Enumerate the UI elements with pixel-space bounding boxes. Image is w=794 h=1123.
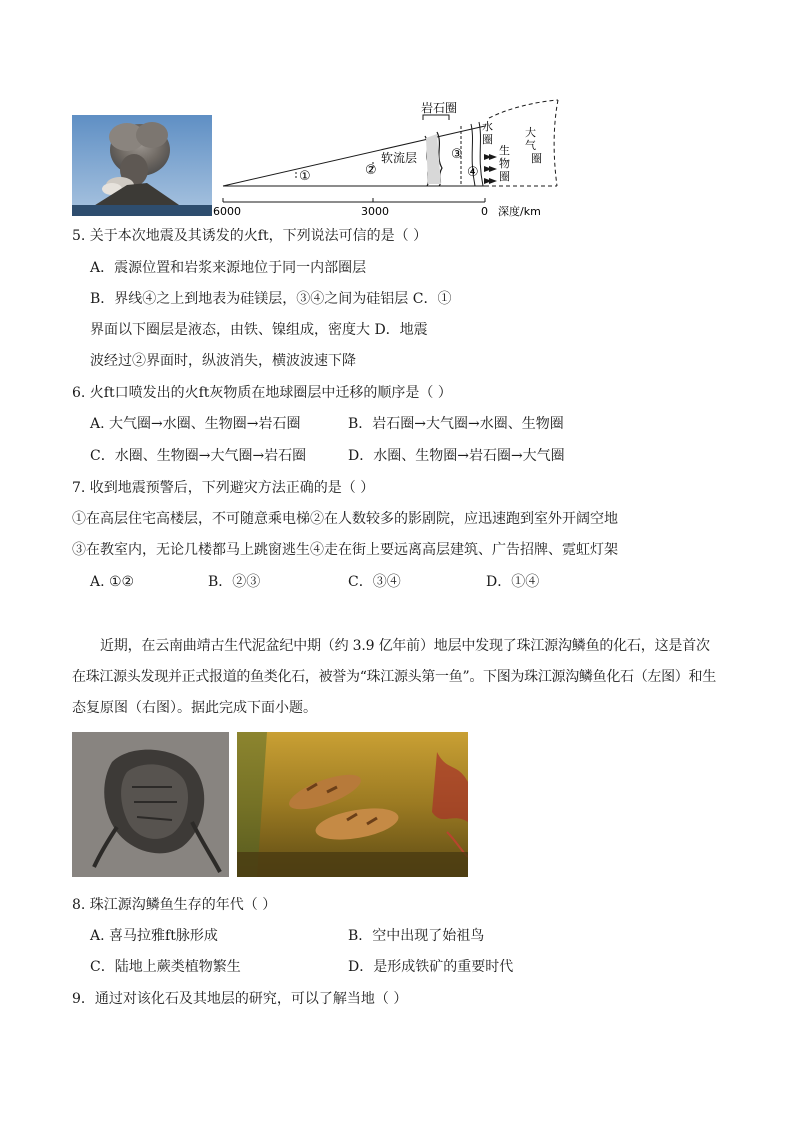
passage-line-2: 在珠江源头发现并正式报道的鱼类化石，被誉为“珠江源头第一鱼”。下图为珠江源沟鳞鱼化石（左图）和生 xyxy=(72,669,716,685)
label-hydrosphere-1: 水 xyxy=(482,120,493,133)
q8-option-c: C．陆地上蕨类植物繁生 xyxy=(90,959,241,975)
q8-option-a: A. 喜马拉雅ft脉形成 xyxy=(90,928,218,944)
q7-statements-2: ③在教室内，无论几楼都马上跳窗逃生④走在街上要远离高层建筑、广告招牌、霓虹灯架 xyxy=(72,542,618,558)
volcano-photo xyxy=(72,115,212,216)
q7-option-a: A. ①② xyxy=(90,574,135,590)
q5-stem: 5. 关于本次地震及其诱发的火ft，下列说法可信的是（ ） xyxy=(72,228,428,244)
q6-stem: 6. 火ft口喷发出的火ft灰物质在地球圈层中迁移的顺序是（ ） xyxy=(72,385,452,401)
label-layer-2: ② xyxy=(365,163,377,178)
q7-statements-1: ①在高层住宅高楼层，不可随意乘电梯②在人数较多的影剧院，应迅速跑到室外开阔空地 xyxy=(72,511,618,527)
passage-line-3: 态复原图（右图）。据此完成下面小题。 xyxy=(72,700,317,716)
tick-3000: 3000 xyxy=(361,205,389,218)
q8-option-d: D．是形成铁矿的重要时代 xyxy=(348,959,514,975)
label-atmosphere-2: 气 xyxy=(525,139,536,152)
passage-line-1: 近期，在云南曲靖古生代泥盆纪中期（约 3.9 亿年前）地层中发现了珠江源沟鳞鱼的化石，这是首次 xyxy=(100,638,710,654)
label-layer-4: ④ xyxy=(467,165,479,180)
q5-line-c: 界面以下圈层是液态，由铁、镍组成，密度大 D．地震 xyxy=(90,322,428,338)
label-biosphere-2: 物 xyxy=(499,157,510,170)
reconstruction-illustration xyxy=(237,732,468,877)
label-biosphere-3: 圈 xyxy=(499,170,510,183)
q7-stem: 7. 收到地震预警后，下列避灾方法正确的是（ ） xyxy=(72,480,375,496)
label-lithosphere: 岩石圈 xyxy=(421,101,458,115)
label-biosphere-1: 生 xyxy=(499,144,510,157)
q8-stem: 8. 珠江源沟鳞鱼生存的年代（ ） xyxy=(72,897,277,913)
q6-option-a: A. 大气圈→水圈、生物圈→岩石圈 xyxy=(90,416,301,432)
q7-option-d: D．①④ xyxy=(486,574,540,590)
q5-line-b: B．界线④之上到地表为硅镁层，③④之间为硅铝层 C．① xyxy=(90,291,452,307)
tick-0: 0 xyxy=(481,205,488,218)
earth-layers-diagram xyxy=(213,96,563,220)
label-layer-1: ① xyxy=(299,169,311,184)
label-atmosphere-3: 圈 xyxy=(531,152,542,165)
q5-line-a: A．震源位置和岩浆来源地位于同一内部圈层 xyxy=(90,260,367,276)
label-hydrosphere-2: 圈 xyxy=(482,133,493,146)
q7-option-b: B．②③ xyxy=(208,574,261,590)
tick-6000: 6000 xyxy=(213,205,241,218)
q6-option-b: B．岩石圈→大气圈→水圈、生物圈 xyxy=(348,416,564,432)
q8-option-b: B．空中出现了始祖鸟 xyxy=(348,928,485,944)
q7-option-c: C．③④ xyxy=(348,574,401,590)
q9-stem: 9．通过对该化石及其地层的研究，可以了解当地（ ） xyxy=(72,991,408,1007)
q6-option-c: C．水圈、生物圈→大气圈→岩石圈 xyxy=(90,448,307,464)
label-asthenosphere: 软流层 xyxy=(381,151,418,165)
fossil-photo xyxy=(72,732,229,877)
axis-label-depth: 深度/km xyxy=(498,205,541,218)
label-atmosphere-1: 大 xyxy=(525,126,536,139)
q6-option-d: D．水圈、生物圈→岩石圈→大气圈 xyxy=(348,448,565,464)
label-layer-3: ③ xyxy=(451,147,463,162)
q5-line-d: 波经过②界面时，纵波消失，横波波速下降 xyxy=(90,353,356,369)
